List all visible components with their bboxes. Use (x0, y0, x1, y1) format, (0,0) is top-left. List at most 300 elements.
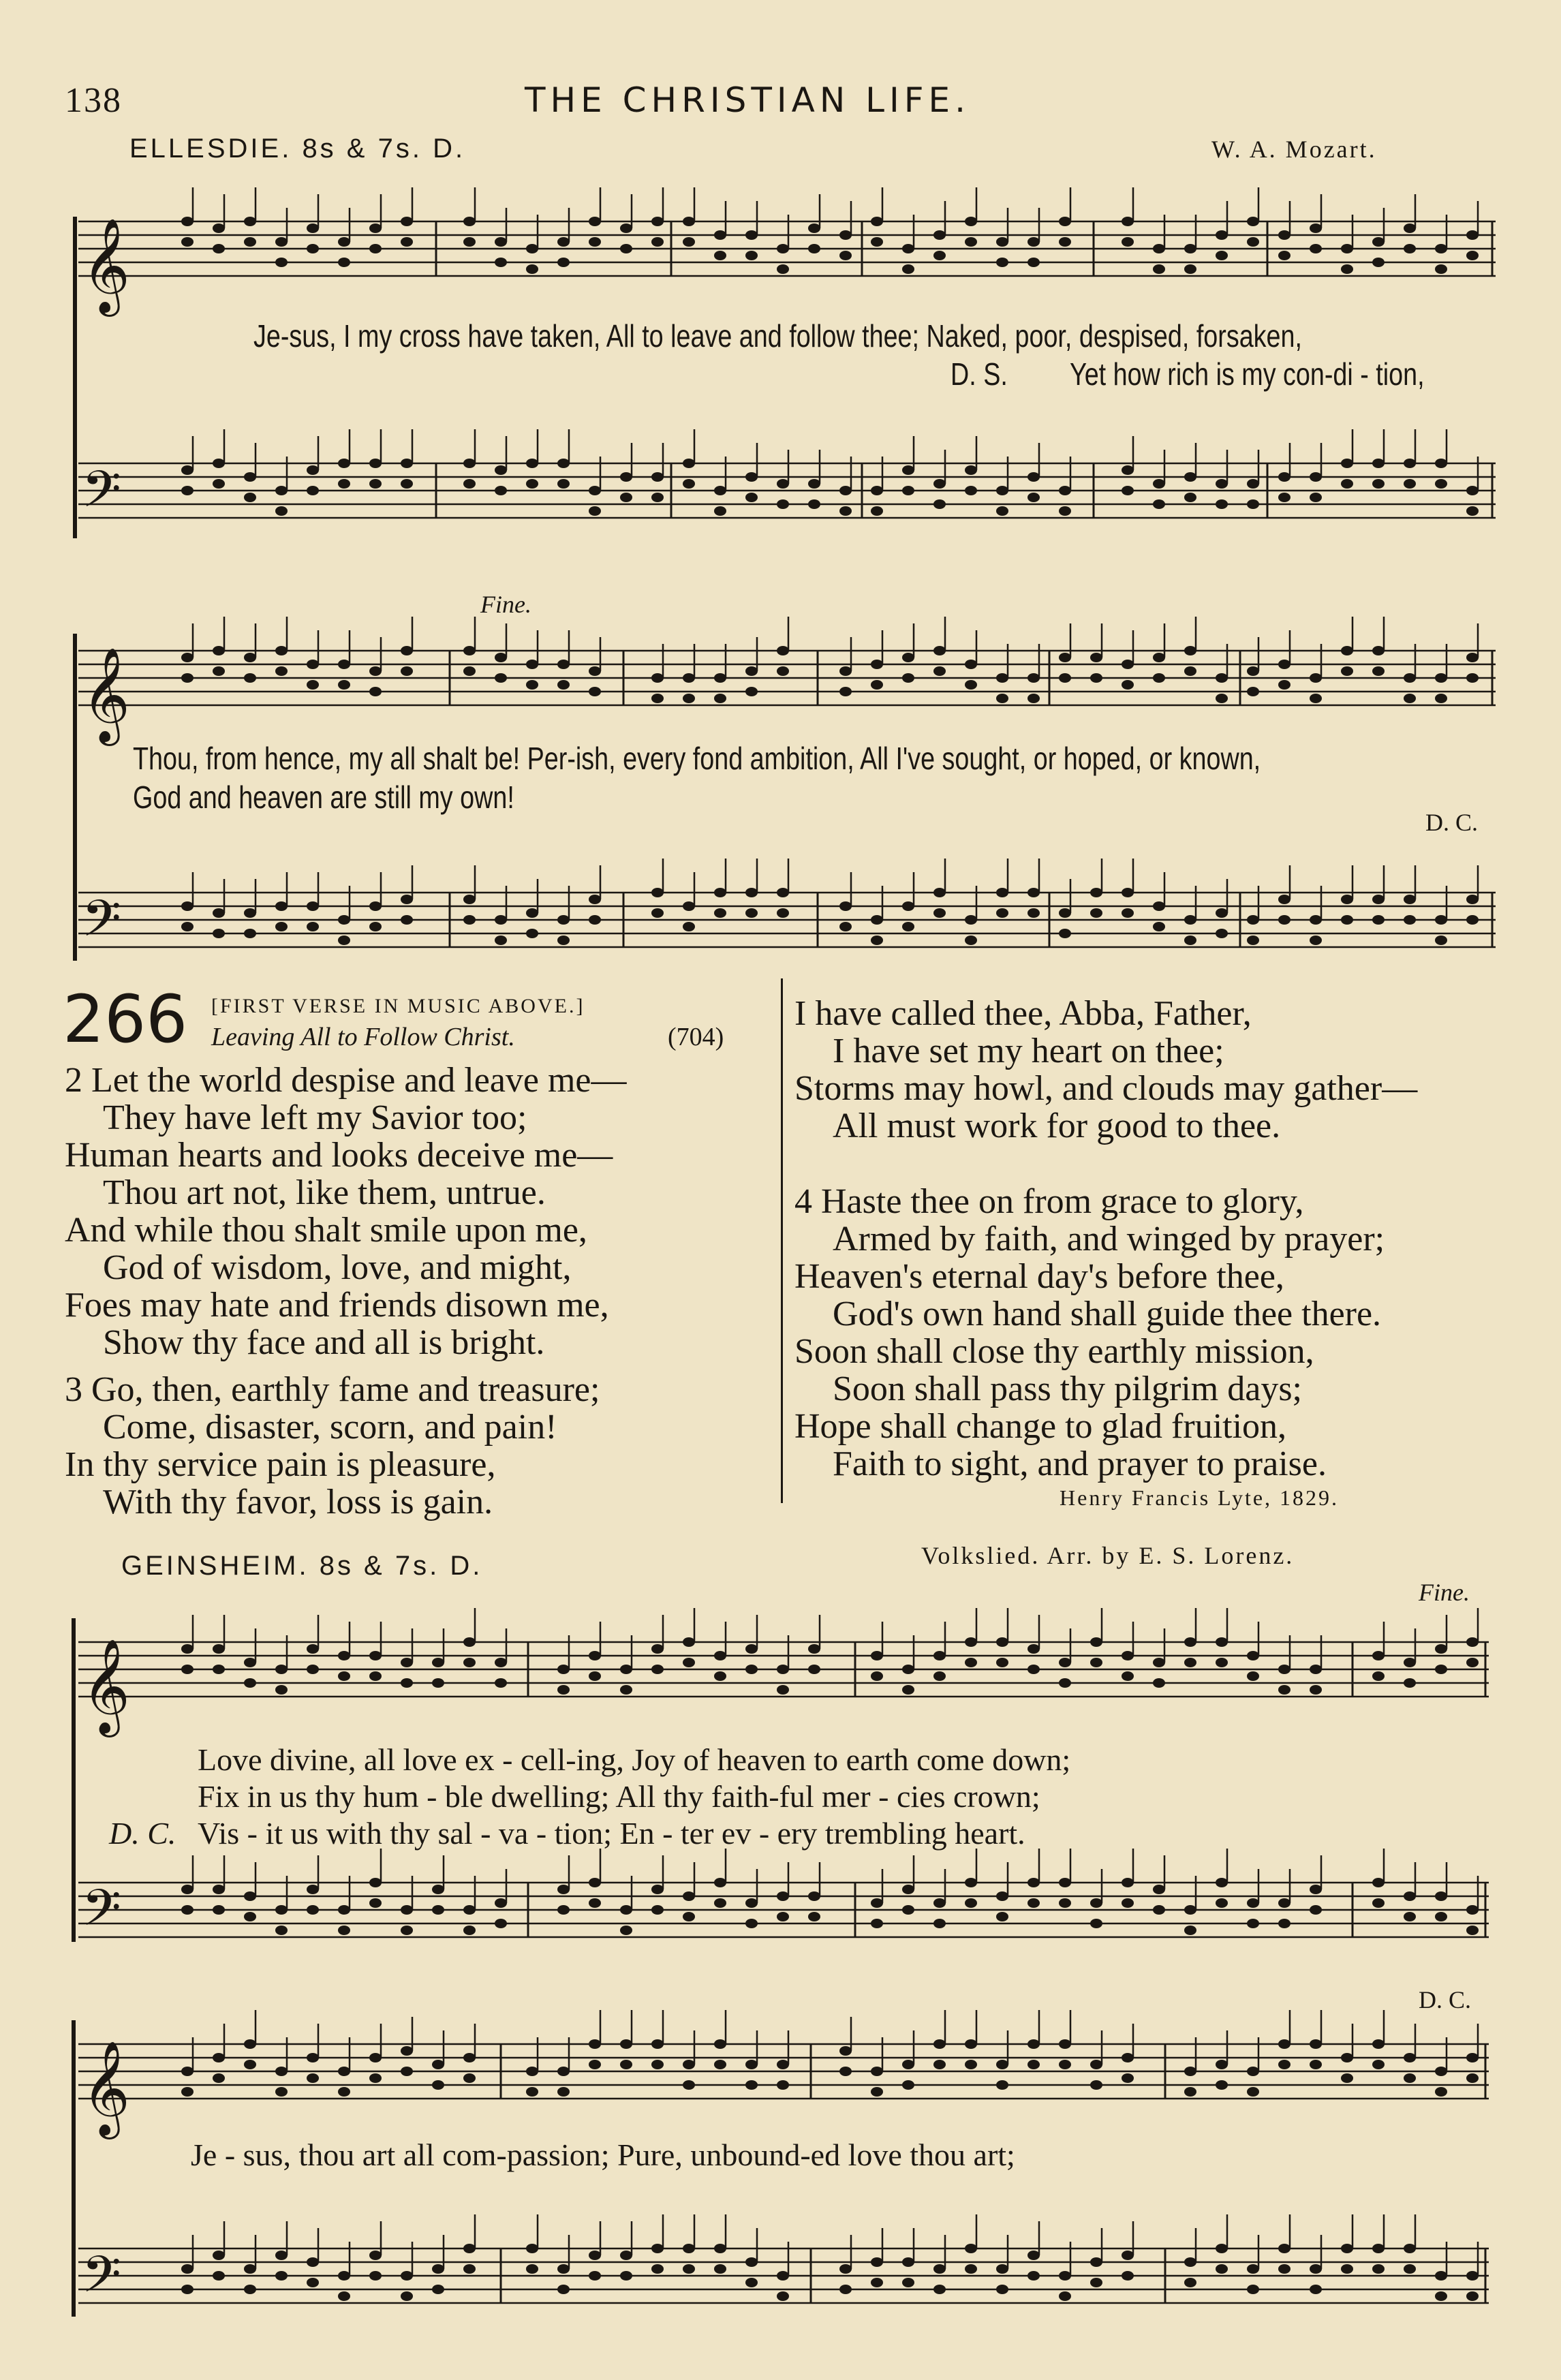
note-head (1122, 2073, 1134, 2083)
note-head (1372, 895, 1385, 904)
note-head (275, 506, 288, 516)
note-head (401, 915, 413, 925)
note-head (463, 1905, 476, 1915)
note-head (902, 673, 914, 683)
note-head (1404, 1658, 1416, 1667)
note-head (1027, 1898, 1040, 1908)
note-head (1122, 465, 1134, 475)
note-head (1278, 2060, 1290, 2069)
note-head (965, 1637, 977, 1647)
note-head (1216, 1637, 1228, 1647)
note-head (1090, 2278, 1102, 2287)
note-head (1122, 1651, 1134, 1660)
note-head (620, 1905, 632, 1915)
note-head (777, 908, 789, 918)
note-head (1059, 908, 1071, 918)
note-head (526, 908, 538, 918)
note-head (1435, 915, 1447, 925)
note-head (275, 1926, 288, 1935)
note-head (1466, 2053, 1479, 2062)
note-head (1247, 1671, 1259, 1681)
verse-line: I have set my heart on thee; (833, 1032, 1224, 1070)
note-head (1435, 2291, 1447, 2301)
note-head (307, 223, 319, 233)
note-head (1372, 2244, 1385, 2253)
note-head (338, 915, 350, 925)
ellesdie-lyric-line-2b: God and heaven are still my own! (133, 779, 514, 815)
note-head (307, 2073, 319, 2083)
note-head (1466, 1637, 1479, 1647)
note-head (620, 2271, 632, 2281)
note-head (1310, 472, 1322, 482)
running-title: THE CHRISTIAN LIFE. (525, 80, 970, 120)
note-head (526, 264, 538, 274)
note-head (683, 1891, 695, 1901)
note-head (1310, 673, 1322, 683)
note-head (902, 486, 914, 495)
note-head (307, 660, 319, 669)
note-head (871, 660, 883, 669)
note-head (1404, 1912, 1416, 1921)
note-head (401, 1926, 413, 1935)
note-head (1372, 2264, 1385, 2274)
note-head (463, 1658, 476, 1667)
note-head (401, 2046, 413, 2056)
note-head (1404, 1891, 1416, 1901)
note-head (275, 2087, 288, 2097)
note-head (683, 673, 695, 683)
note-head (1122, 1878, 1134, 1887)
note-head (1090, 1919, 1102, 1928)
note-head (1059, 2039, 1071, 2049)
column-divider (781, 978, 783, 1503)
note-head (1122, 486, 1134, 495)
note-head (307, 901, 319, 911)
composer-ellesdie: W. A. Mozart. (1211, 136, 1377, 163)
note-head (557, 2087, 570, 2097)
note-head (369, 459, 382, 468)
note-head (557, 1665, 570, 1674)
note-head (338, 479, 350, 489)
note-head (1310, 2285, 1322, 2294)
note-head (557, 680, 570, 690)
note-head (683, 479, 695, 489)
note-head (1404, 694, 1416, 703)
note-head (1466, 1658, 1479, 1667)
note-head (369, 922, 382, 931)
note-head (213, 929, 225, 938)
note-head (1278, 251, 1290, 260)
note-head (1059, 2271, 1071, 2281)
note-head (902, 901, 914, 911)
note-head (620, 244, 632, 253)
staff-geinsheim-2-treble (78, 2044, 1489, 2099)
note-head (933, 1919, 946, 1928)
page-number: 138 (65, 81, 122, 120)
note-head (1278, 2244, 1290, 2253)
note-head (244, 1912, 256, 1921)
note-head (651, 1905, 664, 1915)
note-head (1404, 479, 1416, 489)
note-head (1466, 2291, 1479, 2301)
note-head (432, 1905, 444, 1915)
note-head (1310, 694, 1322, 703)
note-head (181, 1665, 194, 1674)
note-head (808, 479, 820, 489)
note-head (1466, 2271, 1479, 2281)
note-head (871, 506, 883, 516)
note-head (902, 2278, 914, 2287)
note-head (1310, 223, 1322, 233)
note-head (307, 465, 319, 475)
note-head (996, 908, 1008, 918)
note-head (1435, 244, 1447, 253)
note-head (683, 1637, 695, 1647)
note-head (808, 1665, 820, 1674)
note-head (432, 1678, 444, 1688)
note-head (1027, 2271, 1040, 2281)
note-head (1247, 2285, 1259, 2294)
note-head (1341, 2244, 1353, 2253)
note-head (401, 237, 413, 247)
note-head (463, 895, 476, 904)
note-head (1372, 915, 1385, 925)
note-head (1341, 915, 1353, 925)
note-head (589, 687, 601, 696)
note-head (1184, 1905, 1196, 1915)
note-head (589, 2251, 601, 2260)
note-head (777, 1912, 789, 1921)
note-head (495, 486, 507, 495)
note-head (777, 499, 789, 509)
note-head (1278, 2264, 1290, 2274)
note-head (1153, 1905, 1165, 1915)
note-head (1027, 237, 1040, 247)
note-head (1184, 1926, 1196, 1935)
note-head (745, 687, 758, 696)
note-head (1216, 1658, 1228, 1667)
note-head (181, 237, 194, 247)
note-head (213, 646, 225, 655)
note-head (369, 2053, 382, 2062)
note-head (463, 2073, 476, 2083)
note-head (1059, 506, 1071, 516)
note-head (965, 1898, 977, 1908)
ellesdie-fine-label: Fine. (480, 591, 531, 618)
note-head (1027, 673, 1040, 683)
note-head (589, 2060, 601, 2069)
note-head (871, 2067, 883, 2076)
note-head (213, 223, 225, 233)
note-head (1184, 936, 1196, 945)
note-head (996, 694, 1008, 703)
verse-line: Come, disaster, scorn, and pain! (103, 1408, 557, 1447)
note-head (1310, 915, 1322, 925)
note-head (683, 694, 695, 703)
note-head (1122, 2053, 1134, 2062)
note-head (181, 2087, 194, 2097)
note-head (244, 673, 256, 683)
note-head (871, 1898, 883, 1908)
note-head (589, 1671, 601, 1681)
note-head (651, 673, 664, 683)
note-head (244, 472, 256, 482)
note-head (965, 680, 977, 690)
note-head (244, 1891, 256, 1901)
note-head (1184, 666, 1196, 676)
verse-line: Human hearts and looks deceive me— (65, 1136, 613, 1175)
note-head (307, 2257, 319, 2267)
note-head (683, 459, 695, 468)
note-head (213, 479, 225, 489)
note-head (1059, 2060, 1071, 2069)
note-head (213, 1885, 225, 1894)
note-head (1090, 1637, 1102, 1647)
note-head (1184, 472, 1196, 482)
note-head (1153, 901, 1165, 911)
staff-ellesdie-2-treble (78, 651, 1496, 705)
note-head (777, 2080, 789, 2090)
note-head (620, 1665, 632, 1674)
note-head (1247, 666, 1259, 676)
note-head (714, 1671, 726, 1681)
note-head (1122, 2271, 1134, 2281)
note-head (683, 1912, 695, 1921)
note-head (432, 2080, 444, 2090)
note-head (1184, 915, 1196, 925)
note-head (244, 2264, 256, 2274)
note-head (933, 2285, 946, 2294)
note-head (1247, 936, 1259, 945)
note-head (620, 2060, 632, 2069)
geinsheim-lyric-line-1: Love divine, all love ex - cell-ing, Joy of heaven to earth come down; (198, 1742, 1071, 1777)
note-head (871, 2278, 883, 2287)
note-head (933, 1898, 946, 1908)
note-head (1216, 1878, 1228, 1887)
note-head (1435, 264, 1447, 274)
note-head (902, 465, 914, 475)
note-head (902, 264, 914, 274)
note-head (745, 2080, 758, 2090)
note-head (745, 472, 758, 482)
note-head (244, 908, 256, 918)
note-head (338, 2067, 350, 2076)
note-head (839, 2046, 852, 2056)
note-head (338, 2087, 350, 2097)
note-head (839, 486, 852, 495)
clef-symbol: 𝄢 (82, 2245, 121, 2317)
note-head (338, 459, 350, 468)
note-head (1404, 459, 1416, 468)
note-head (996, 1912, 1008, 1921)
note-head (839, 666, 852, 676)
note-head (965, 1658, 977, 1667)
note-head (745, 493, 758, 502)
note-head (1153, 264, 1165, 274)
note-head (1247, 237, 1259, 247)
note-head (777, 264, 789, 274)
note-head (1435, 936, 1447, 945)
ellesdie-lyric-line-1: Je-sus, I my cross have taken, All to leave and follow thee; Naked, poor, despised, forsaken, (253, 318, 1302, 354)
note-head (1404, 2264, 1416, 2274)
verse-line: Armed by faith, and winged by prayer; (833, 1220, 1385, 1258)
note-head (1059, 653, 1071, 662)
note-head (1184, 2257, 1196, 2267)
note-head (1059, 1898, 1071, 1908)
note-head (1247, 915, 1259, 925)
verse-line: Hope shall change to glad fruition, (794, 1407, 1287, 1446)
note-head (1435, 2271, 1447, 2281)
note-head (1278, 230, 1290, 240)
note-head (933, 251, 946, 260)
note-head (745, 2278, 758, 2287)
note-head (1435, 1644, 1447, 1654)
note-head (1435, 479, 1447, 489)
note-head (933, 888, 946, 897)
note-head (1372, 666, 1385, 676)
note-head (1216, 2244, 1228, 2253)
note-head (307, 2053, 319, 2062)
note-head (369, 687, 382, 696)
verse-line: They have left my Savior too; (103, 1098, 527, 1137)
note-head (1184, 646, 1196, 655)
note-head (1466, 653, 1479, 662)
note-head (1059, 1678, 1071, 1688)
ellesdie-dc-label: D. C. (1425, 809, 1479, 836)
note-head (745, 1898, 758, 1908)
note-head (244, 2039, 256, 2049)
note-head (213, 2053, 225, 2062)
note-head (557, 936, 570, 945)
note-head (1372, 646, 1385, 655)
note-head (1153, 1658, 1165, 1667)
note-head (557, 258, 570, 267)
note-head (902, 2060, 914, 2069)
note-head (1027, 908, 1040, 918)
note-head (1216, 2060, 1228, 2069)
note-head (965, 2039, 977, 2049)
note-head (1122, 1898, 1134, 1908)
note-head (1153, 479, 1165, 489)
note-head (1216, 251, 1228, 260)
geinsheim-dc-label: D. C. (109, 1816, 176, 1851)
note-head (1372, 2060, 1385, 2069)
verse-line: I have called thee, Abba, Father, (794, 994, 1252, 1033)
note-head (1278, 493, 1290, 502)
note-head (1090, 2060, 1102, 2069)
note-head (244, 929, 256, 938)
verse-line: Faith to sight, and prayer to praise. (833, 1444, 1327, 1483)
note-head (432, 2264, 444, 2274)
note-head (181, 673, 194, 683)
note-head (871, 936, 883, 945)
note-head (526, 660, 538, 669)
note-head (714, 1651, 726, 1660)
note-head (871, 1919, 883, 1928)
note-head (432, 1658, 444, 1667)
note-head (808, 1891, 820, 1901)
note-head (369, 1878, 382, 1887)
note-head (557, 2264, 570, 2274)
verse-line: Foes may hate and friends disown me, (65, 1286, 609, 1325)
note-head (808, 499, 820, 509)
note-head (275, 2067, 288, 2076)
note-head (808, 1644, 820, 1654)
note-head (589, 217, 601, 226)
verse-line: Show thy face and all is bright. (103, 1323, 545, 1362)
note-head (526, 479, 538, 489)
note-head (651, 2264, 664, 2274)
clef-symbol: 𝄞 (82, 2041, 130, 2135)
note-head (338, 1926, 350, 1935)
note-head (996, 486, 1008, 495)
geinsheim-lyric-line-4: Je - sus, thou art all com-passion; Pure, unbound-ed love thou art; (191, 2137, 1015, 2172)
note-head (181, 465, 194, 475)
note-head (244, 1658, 256, 1667)
note-head (1278, 1919, 1290, 1928)
note-head (996, 237, 1008, 247)
note-head (1059, 673, 1071, 683)
note-head (902, 2080, 914, 2090)
note-head (745, 1665, 758, 1674)
note-head (1341, 2053, 1353, 2062)
note-head (181, 922, 194, 931)
note-head (1153, 244, 1165, 253)
note-head (965, 1878, 977, 1887)
note-head (996, 506, 1008, 516)
note-head (1027, 2039, 1040, 2049)
note-head (683, 2060, 695, 2069)
clef-symbol: 𝄢 (82, 889, 121, 961)
clef-symbol: 𝄞 (82, 218, 130, 313)
note-head (871, 2087, 883, 2097)
note-head (432, 2060, 444, 2069)
note-head (1027, 888, 1040, 897)
note-head (996, 1658, 1008, 1667)
note-head (1278, 1898, 1290, 1908)
note-head (213, 2251, 225, 2260)
ellesdie-ds-label: D. S. (950, 356, 1008, 392)
note-head (965, 486, 977, 495)
note-head (589, 486, 601, 495)
note-head (777, 244, 789, 253)
note-head (777, 1891, 789, 1901)
note-head (651, 888, 664, 897)
note-head (1372, 2039, 1385, 2049)
note-head (1027, 1665, 1040, 1674)
note-head (1372, 258, 1385, 267)
note-head (777, 888, 789, 897)
note-head (181, 2067, 194, 2076)
note-head (1184, 1637, 1196, 1647)
note-head (1310, 2060, 1322, 2069)
note-head (777, 2271, 789, 2281)
note-head (1372, 1878, 1385, 1887)
note-head (714, 2039, 726, 2049)
note-head (557, 2285, 570, 2294)
note-head (965, 2264, 977, 2274)
note-head (275, 922, 288, 931)
note-head (902, 1885, 914, 1894)
note-head (1341, 2264, 1353, 2274)
note-head (589, 1878, 601, 1887)
note-head (1153, 673, 1165, 683)
note-head (401, 646, 413, 655)
note-head (1027, 258, 1040, 267)
clef-symbol: 𝄢 (82, 460, 121, 531)
note-head (871, 237, 883, 247)
note-head (933, 230, 946, 240)
